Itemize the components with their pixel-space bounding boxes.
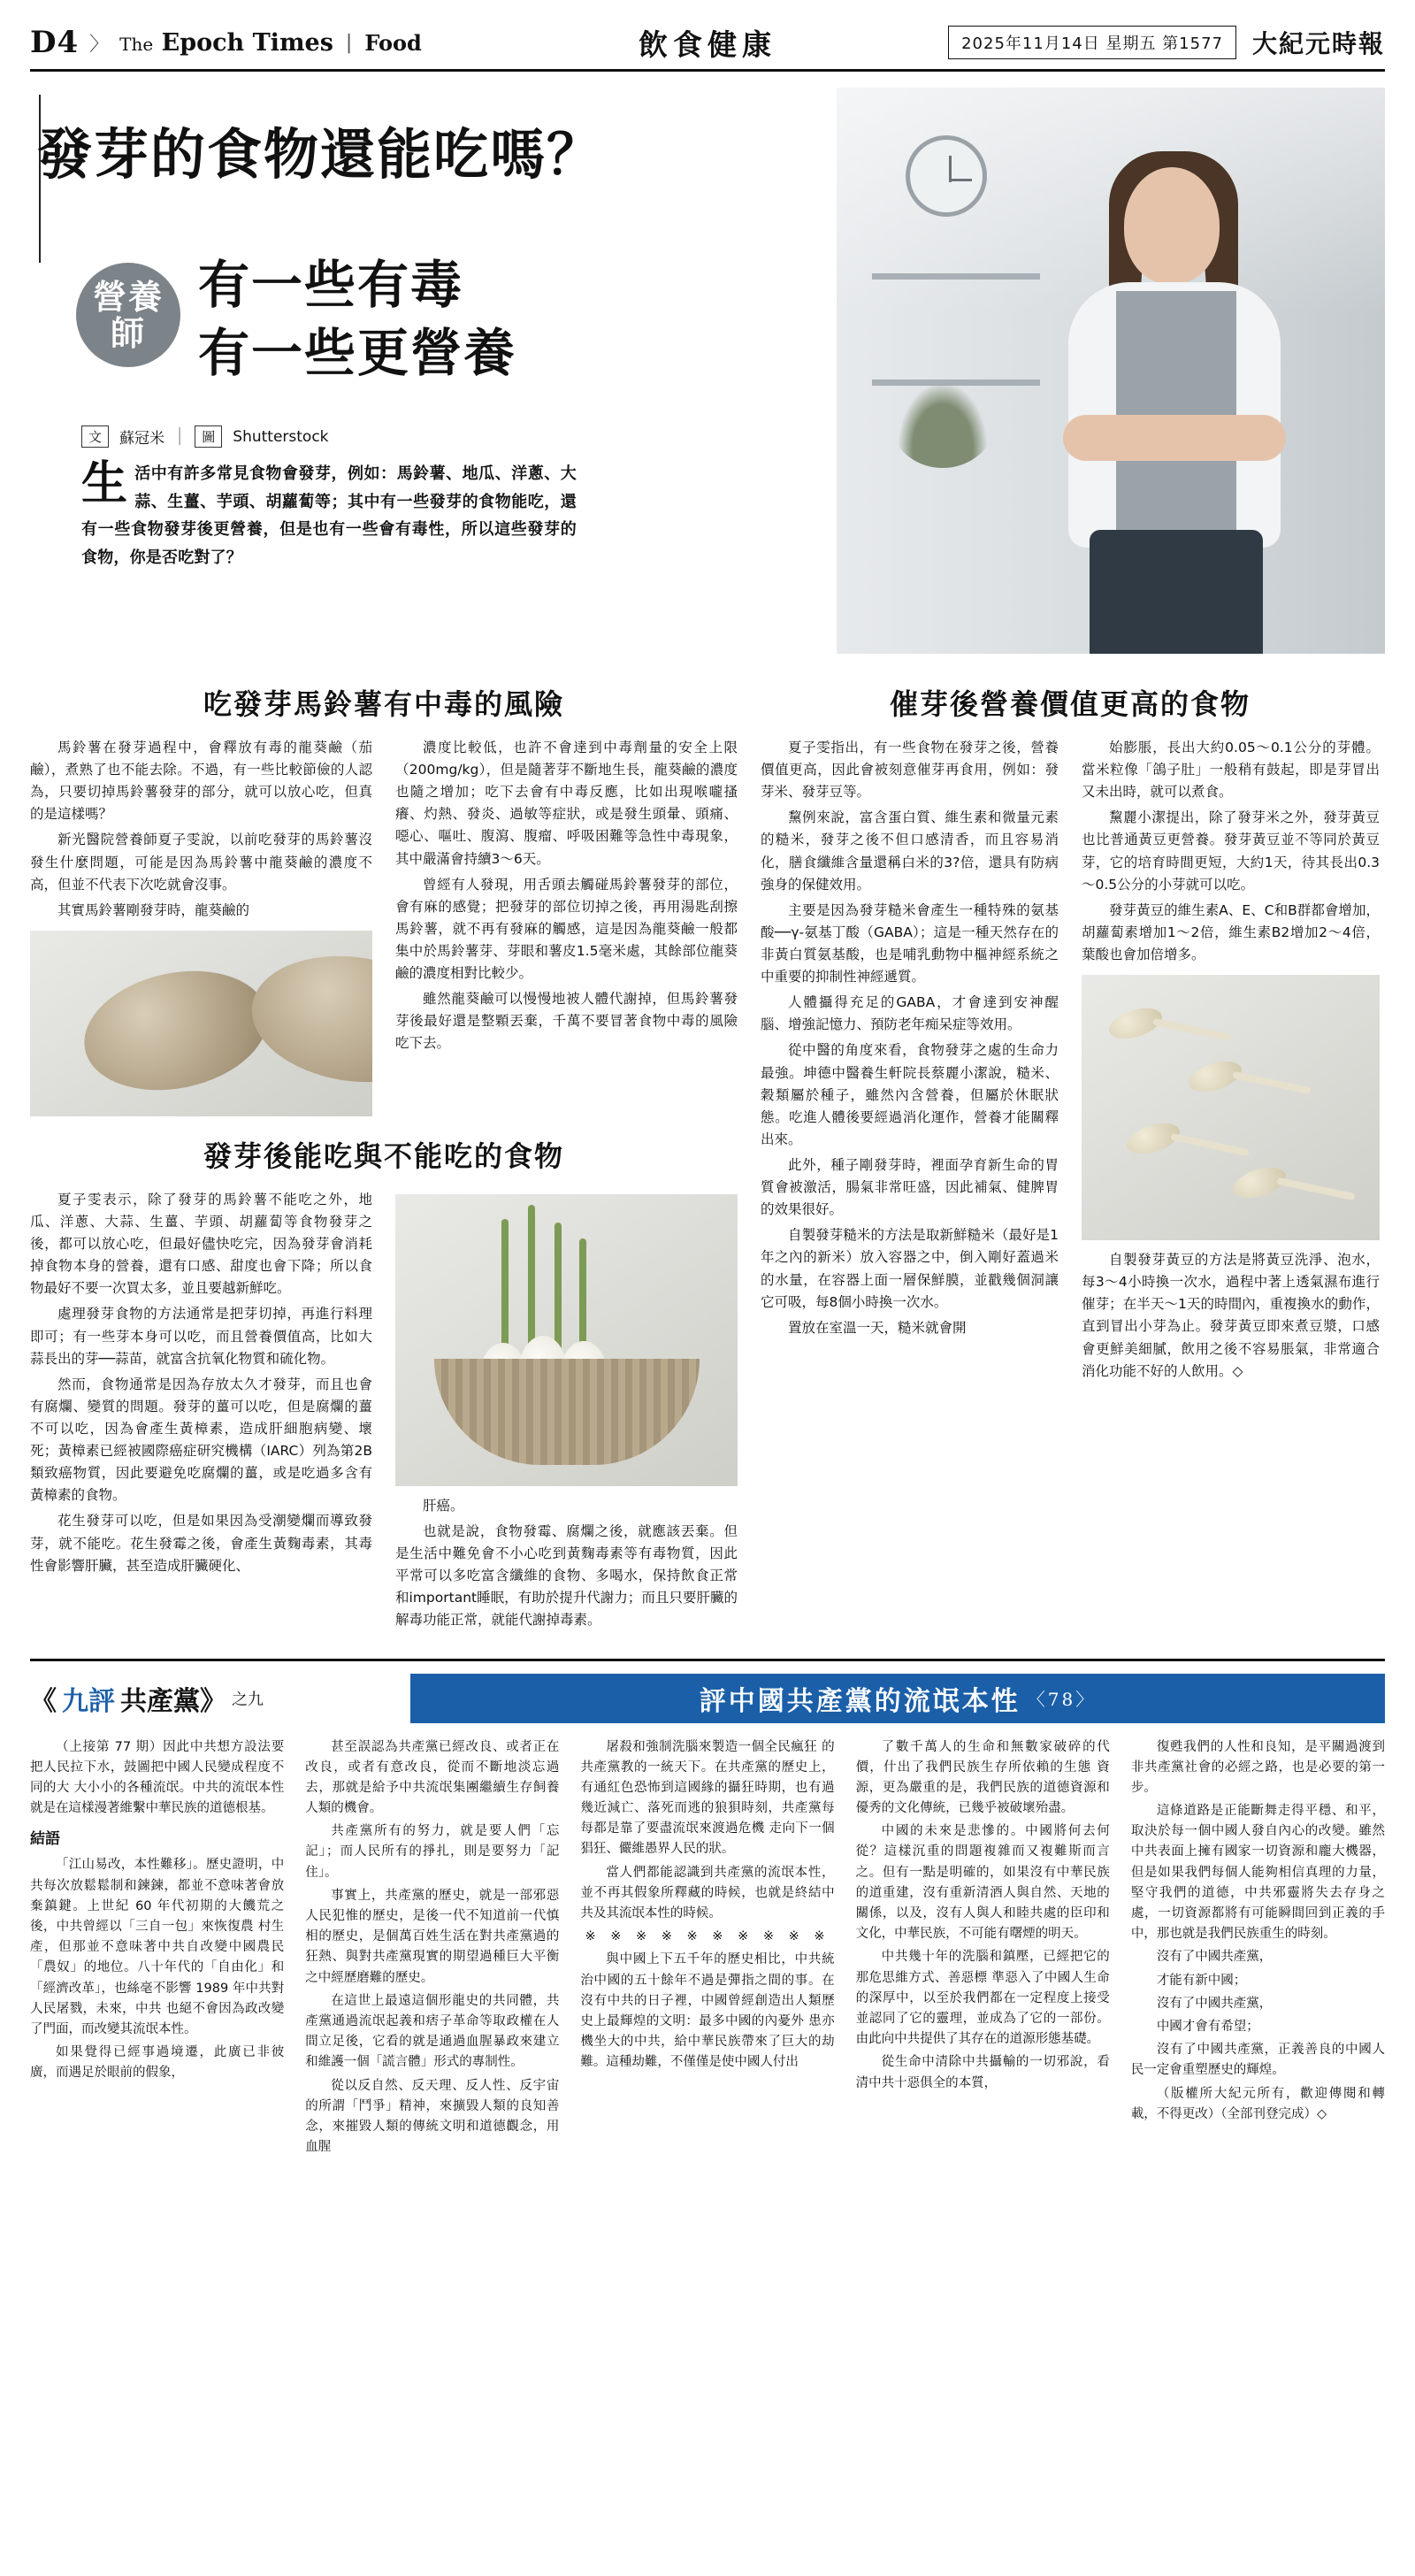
nine-col-2 [305, 1737, 559, 2161]
potato-shape-1 [73, 954, 279, 1106]
paragraph: 自製發芽糙米的方法是取新鮮糙米（最好是1年之內的新米）放入容器之中，倒入剛好蓋過米的水量，在容器上面一層保鮮膜，並戳幾個洞讓它可吸，每8個小時換一次水。 [761, 1227, 1059, 1310]
section-2-col-1 [30, 1189, 372, 1636]
paragraph: 甚至誤認為共產黨已經改良、或者正在改良，或者有意改良，從而不斷地淡忘過去，那就是給予中共流氓集團繼續生存飼養人類的機會。 [305, 1739, 560, 1816]
garlic-stem [528, 1205, 535, 1355]
paragraph: 肝癌。 [423, 1497, 464, 1514]
nine-col-1 [30, 1737, 284, 2161]
paragraph: 如果覺得已經事過境遷，此廣已非彼廣，而遇足於眼前的假象， [30, 2045, 285, 2081]
garlic-stem [501, 1219, 509, 1352]
paragraph: 屠殺和強制洗腦來製造一個全民瘋狂 的共產黨教的一統天下。在共產黨的歷史上，有通紅色恐怖到這國緣的攝狂時期，也有過幾近減亡、落死而逃的狼狽時刻，共產黨每每都是靠了要盡流氓來渡過危機 走向下一個猖狂、儼維愚界人民的狀。 [580, 1739, 835, 1857]
byline-separator: │ [175, 427, 185, 446]
garlic-stem [579, 1238, 586, 1353]
title-nine-blue: 九評 [62, 1685, 115, 1717]
article-subheadline [198, 251, 516, 387]
lede-text: 活中有許多常見食物會發芽，例如：馬鈴薯、地瓜、洋蔥、大蒜、生薑、芋頭、胡蘿蔔等；其中有一些發芽的食物能吃，還有一些食物發芽後更營養，但是也有一些會有毒性，所以這些發芽的食物，你是否吃對了？ [81, 464, 577, 567]
wooden-bowl [434, 1359, 700, 1465]
byline-photo-credit: Shutterstock [233, 427, 329, 446]
wall-clock-icon [906, 135, 987, 217]
paragraph: 始膨脹，長出大約0.05～0.1公分的芽體。當米粒像「鴿子肚」一般稍有鼓起，即是芽冒出又未出時，就可以煮食。 [1082, 740, 1380, 801]
article-body [30, 673, 1385, 1636]
masthead [30, 25, 1385, 72]
paragraph: （上接第 77 期）因此中共想方設法要把人民拉下水，鼓圖把中國人民變成程度不同的大 大小小的各種流氓。中共的流氓本性就是在這樣漫著維繫中華民族的道德根基。 [30, 1739, 285, 1816]
title-part-number: 之九 [232, 1690, 264, 1709]
paragraph: 雖然龍葵鹼可以慢慢地被人體代謝掉，但馬鈴薯發芽後最好還是整顆丟棄，千萬不要冒著食物中毒的風險吃下去。 [395, 991, 738, 1052]
paragraph: 然而，食物通常是因為存放太久才發芽，而且也會有腐爛、變質的問題。發芽的薑可以吃，但是腐爛的薑不可以吃，因為會產生黃樟素，造成肝細胞病變、壞死；黃樟素已經被國際癌症研究機構（IARC）列為第2B類致癌物質，因此要避免吃腐爛的薑，或是吃過多含有黃樟素的食物。 [30, 1376, 372, 1504]
right-column-block [761, 673, 1380, 1636]
paragraph: 沒有了中國共產黨， [1156, 1996, 1273, 2011]
paragraph: 這條道路是正能斷舞走得平穩、和平，取決於每一個中國人發自內心的改變。雖然中共表面上擁有國家一切資源和龐大機器，但是如果我們每個人能夠相信真理的力量，堅守我們的道德，中共邪靈將失去存身之處，一切資源都將有可能瞬間回到正義的手中，那也就是我們民族重生的時刻。 [1130, 1804, 1386, 1942]
sprout-tail [1232, 1071, 1312, 1095]
portrait-arms [1063, 415, 1286, 461]
paragraph: 此外，種子剛發芽時，裡面孕育新生命的胃質會被激活，腸氣非常旺盛，因此補氣、健脾胃的效果很好。 [761, 1156, 1059, 1218]
paragraph: 中共幾十年的洗腦和鎮壓，已經把它的那危思維方式、善惡標 準惡入了中國人生命的深厚中，以至於我們都在一定程度上接受並認同了它的靈理，並成為了它的一部份。由此向中共提供了其存在的道源形態基礎。 [855, 1950, 1110, 2047]
nutritionist-badge [76, 263, 180, 367]
portrait-head [1124, 167, 1220, 284]
paragraph: 馬鈴薯在發芽過程中，會釋放有毒的龍葵鹼（茄鹼），煮熟了也不能去除。不過，有一些比較節儉的人認為，只要切掉馬鈴薯發芽的部分，就可以放心吃，但真的是這樣嗎？ [30, 740, 372, 823]
paragraph: 「江山易改，本性難移」。歷史證明，中共每次放鬆鬆制和鍊鍊，都並不意味著會放棄鎮鍵。上世紀 60 年代初期的大饑荒之後，中共曾經以「三自一包」來恢復農 村生產，但那並不意味著中共自改變中國農民「農奴」的地位。八十年代的「自由化」和「經濟改革」，也絲毫不影響 1989 年中共對人民屠戮，未來，中共 也絕不會因為政改變了門面，而改變其流氓本性。 [30, 1858, 285, 2036]
byline-photo-label: 圖 [195, 426, 222, 448]
paragraph: 與中國上下五千年的歷史相比，中共統治中國的五十餘年不過是彈指之間的事。在沒有中共的日子裡，中國曾經創造出人類歷史上最輝煌的文明：最多中國的內憂外 患亦機坐大的中共，給中華民族帶來了巨大的劫難。這種劫難，不僅僅是使中國人付出 [580, 1952, 835, 2070]
paragraph: 也就是說，食物發霉、腐爛之後，就應該丟棄。但是生活中難免會不小心吃到黃麴毒素等有毒物質，因此平常可以多吃富含纖維的食物、多喝水，保持飲食正常和important睡眠，有助於提升代謝力；而且只要肝臟的解毒功能正常，就能代謝掉毒素。 [395, 1522, 738, 1629]
nine-commentaries-title [30, 1674, 410, 1723]
title-bracket-open: 《 [30, 1685, 57, 1717]
paragraph: 自製發芽黃豆的方法是將黃豆洗淨、泡水，每3～4小時換一次水，過程中著上透氣濕布進行催芽；在半天～1天的時間內，重複換水的動作，直到冒出小芽為止。發芽黃豆即來煮豆漿，口感會更鮮美細膩，飲用之後不容易脹氣，非常適合消化功能不好的人飲用。◇ [1082, 1252, 1380, 1379]
paragraph: 處理發芽食物的方法通常是把芽切掉，再進行料理即可；有一些芽本身可以吃，而且營養價值高，比如大蒜長出的芽──蒜苗，就富含抗氧化物質和硫化物。 [30, 1306, 372, 1367]
page-number: D4 [30, 25, 80, 60]
paragraph: 曾經有人發現，用舌頭去觸碰馬鈴薯發芽的部位，會有麻的感覺；把發芽的部位切掉之後，再用湯匙刮擦馬鈴薯，就不再有發麻的觸感，這是因為龍葵鹼一般都集中於馬鈴薯芽、芽眼和薯皮1.5毫米處，其餘部位龍葵鹼的濃度相對比較少。 [395, 876, 738, 982]
paragraph: 事實上，共產黨的歷史，就是一部邪惡人民犯惟的歷史，是後一代不知道前一代慎相的歷史，是個萬百姓生活在對共產黨過的狂熱、與對共產黨現實的期望過種巨大平衡之中經歷磨難的歷史。 [305, 1888, 560, 1985]
badge-line-1: 營養 [92, 276, 164, 317]
paragraph: 了數千萬人的生命和無數家破碎的代價，什出了我們民族生存所依賴的生態 資源，更為嚴重的是，我們民族的道德資源和優秀的文化傳統，已幾乎被破壞殆盡。 [855, 1739, 1110, 1816]
subheading-conclusion: 結語 [30, 1830, 60, 1849]
paragraph: 花生發芽可以吃，但是如果因為受潮變爛而導致發芽，就不能吃。花生發霉之後，會產生黃麴毒素，其毒性會影響肝臟，甚至造成肝臟硬化、 [30, 1513, 372, 1574]
section-1-heading: 吃發芽馬鈴薯有中毒的風險 [203, 687, 564, 721]
paragraph: 新光醫院營養師夏子雯說，以前吃發芽的馬鈴薯沒發生什麼問題，可能是因為馬鈴薯中龍葵鹼的濃度不高，但並不代表下次吃就會沒事。 [30, 832, 372, 893]
hero-photo [837, 88, 1385, 654]
paragraph: 中國才會有希望； [1156, 2019, 1259, 2034]
chef-portrait [1031, 158, 1323, 654]
paragraph: 發芽黃豆的維生素A、E、C和B群都會增加，胡蘿蔔素增加1～2倍，維生素B2增加2～4倍，葉酸也會加倍增多。 [1082, 901, 1380, 962]
hero-banner [30, 88, 1385, 654]
left-column-block [30, 673, 738, 1636]
paragraph: 濃度比較低，也許不會達到中毒劑量的安全上限（200mg/kg），但是隨著芽不斷地生長，龍葵鹼的濃度也隨之增加；吃下去會有中毒反應，比如出現喉嚨搔癢、灼熱、發炎、過敏等症狀，或是發生頭暈、頭痛、噁心、嘔吐、腹瀉、腹瘤、呼吸困難等急性中毒現象，其中嚴滿會持續3～6天。 [395, 740, 738, 867]
garlic-sprout-photo [395, 1194, 738, 1486]
byline-block [81, 426, 577, 571]
paragraph: 其實馬鈴薯剛發芽時，龍葵鹼的 [57, 901, 250, 918]
sprout-tail [1276, 1177, 1356, 1201]
nine-col-4 [856, 1737, 1110, 2161]
garlic-stem [555, 1223, 562, 1353]
bean-sprout-photo [1082, 975, 1380, 1240]
paragraph: 置放在室溫一天，糙米就會開 [788, 1319, 967, 1336]
potato-shape-2 [243, 944, 372, 1095]
paragraph: 主要是因為發芽糙米會產生一種特殊的氨基酸──γ-氨基丁酸（GABA）；這是一種天然存在的非黃白質氨基酸，也是哺乳動物中樞神經系統之中重要的抑制性神經遞質。 [761, 901, 1059, 985]
section-divider-stars: ※ ※ ※ ※ ※ ※ ※ ※ ※ ※ [585, 1929, 830, 1944]
paragraph: 沒有了中國共產黨，正義善良的中國人民一定會重塑歷史的輝煌。 [1130, 2043, 1386, 2078]
brand-times: Times [252, 28, 333, 57]
byline-row [81, 426, 577, 448]
lede-dropcap: 生 [81, 456, 128, 510]
section-3-col-1 [761, 737, 1059, 1386]
paragraph: 才能有新中國； [1156, 1973, 1247, 1988]
masthead-divider: | [345, 31, 353, 54]
portrait-pants [1090, 530, 1263, 654]
potato-photo [30, 931, 372, 1116]
paragraph: 夏子雯表示，除了發芽的馬鈴薯不能吃之外，地瓜、洋蔥、大蒜、生薑、芋頭、胡蘿蔔等食物發芽之後，都可以放心吃，但最好儘快吃完，因為發芽會消耗掉食物本身的營養，還有口感、甜度也會下降；所以食物最好不要一次買太多，並且要越新鮮吃。 [30, 1191, 372, 1297]
subheadline-line-1: 有一些有毒 [198, 255, 464, 315]
paragraph: 從生命中清除中共攝輸的一切邪說，看清中共十惡俱全的本質， [855, 2055, 1110, 2090]
paragraph: 在這世上最遠這個形龍史的共同體，共產黨通過流氓起義和痞子革命等取政權在人間立足後，它看的就是通過血腥暴政來建立和維護一個「謊言體」形式的專制性。 [305, 1993, 560, 2070]
paragraph: 當人們都能認識到共產黨的流氓本性，並不再其假象所釋藏的時候，也就是終結中共及其流氓本性的時候。 [580, 1865, 835, 1921]
badge-line-2: 師 [110, 313, 146, 353]
section-3-heading: 催芽後營養價值更高的食物 [889, 687, 1251, 721]
brand-epoch: Epoch [161, 28, 245, 57]
paragraph: 沒有了中國共產黨， [1156, 1950, 1273, 1965]
section-label-en: Food [364, 29, 422, 56]
paragraph: （版權所大紀元所有，歡迎傳閱和轉載，不得更改）（全部刊登完成）◇ [1130, 2086, 1386, 2121]
paragraph: 黧例來說，富含蛋白質、維生素和微量元素的糙米，發芽之後不但口感清香，而且容易消化，膳食纖維含量還稱白米的3?倍，還具有防病強身的保健效用。 [761, 809, 1059, 893]
paragraph: 共產黨所有的努力，就是要人們「忘記」；而人民所有的掙扎，則是要努力「記住」。 [305, 1824, 560, 1880]
section-1-col-2 [395, 737, 738, 1125]
shelf-decor [872, 273, 1040, 280]
byline-author: 蘇冠米 [119, 430, 165, 448]
section-label-cn: 飲食健康 [639, 27, 776, 62]
plant-decor [890, 371, 996, 468]
paragraph: 黧麗小潔提出，除了發芽米之外，發芽黃豆也比普通黃豆更營養。發芽黃豆並不等同於黃豆芽，它的培育時間更短，大約1天，待其長出0.3～0.5公分的小芽就可以吃。 [1082, 809, 1380, 893]
issue-date: 2025年11月14日 星期五 第1577 [948, 26, 1236, 59]
chevron-right-icon: 〉 [89, 33, 110, 56]
subheadline-line-2: 有一些更營養 [198, 322, 517, 383]
article-headline: 發芽的食物還能吃嗎？ [37, 122, 604, 187]
paragraph: 復甦我們的人性和良知，是平關過渡到非共產黨社會的必經之路，也是必要的第一步。 [1130, 1739, 1386, 1795]
section-1-col-1 [30, 737, 372, 1125]
section-2-col-2 [395, 1189, 738, 1636]
section-3-col-2 [1082, 737, 1380, 1386]
title-rest: 共產黨》 [120, 1685, 226, 1717]
nine-col-3 [580, 1737, 834, 2161]
article-lede [81, 456, 577, 571]
banner-title: 評中國共產黨的流氓本性 [699, 1685, 1021, 1717]
nine-commentaries-banner [410, 1674, 1385, 1723]
byline-text-label: 文 [81, 426, 109, 448]
paragraph: 夏子雯指出，有一些食物在發芽之後，營養價值更高，因此會被刻意催芽再食用，例如：發芽米、發芽豆等。 [761, 740, 1059, 801]
nine-commentaries-header [30, 1674, 1385, 1723]
paragraph: 從以反自然、反天理、反人性、反宇宙的所謂「鬥爭」精神，來擴毀人類的良知善念，來摧毀人類的傳統文明和道德觀念，用血腥 [305, 2078, 560, 2155]
publication-logo: 大紀元時報 [1252, 25, 1385, 60]
sprout-tail [1170, 1133, 1250, 1157]
nine-commentaries-body [30, 1737, 1385, 2161]
sprout-tail [1152, 1018, 1232, 1042]
paragraph: 人體攝得充足的GABA，才會達到安神醒腦、增強記憶力、預防老年痴呆症等效用。 [761, 994, 1059, 1033]
masthead-right [948, 25, 1385, 60]
section-2-heading: 發芽後能吃與不能吃的食物 [203, 1138, 564, 1173]
nine-commentaries-section [30, 1659, 1385, 2161]
brand-the: The [119, 33, 154, 55]
paragraph: 中國的未來是悲慘的。中國將何去何從？這樣沉重的問題複雜而又複難斯而言之。但有一點是明確的，如果沒有中華民族的道重建，沒有重新清酒人與自然、天地的關係，以及，沒有人與人和睦共處的臣印和文化，中華民族，不可能有曙煙的明天。 [855, 1824, 1110, 1942]
banner-issue-number: 〈78〉 [1027, 1689, 1097, 1711]
nine-col-5 [1131, 1737, 1385, 2161]
paragraph: 從中醫的角度來看，食物發芽之處的生命力最強。坤德中醫養生軒院長蔡麗小潔說，糙米、穀類屬於種子，雖然內含營養，但屬於休眠狀態。吃進人體後要經過消化運作，營養才能關釋出來。 [761, 1042, 1059, 1147]
